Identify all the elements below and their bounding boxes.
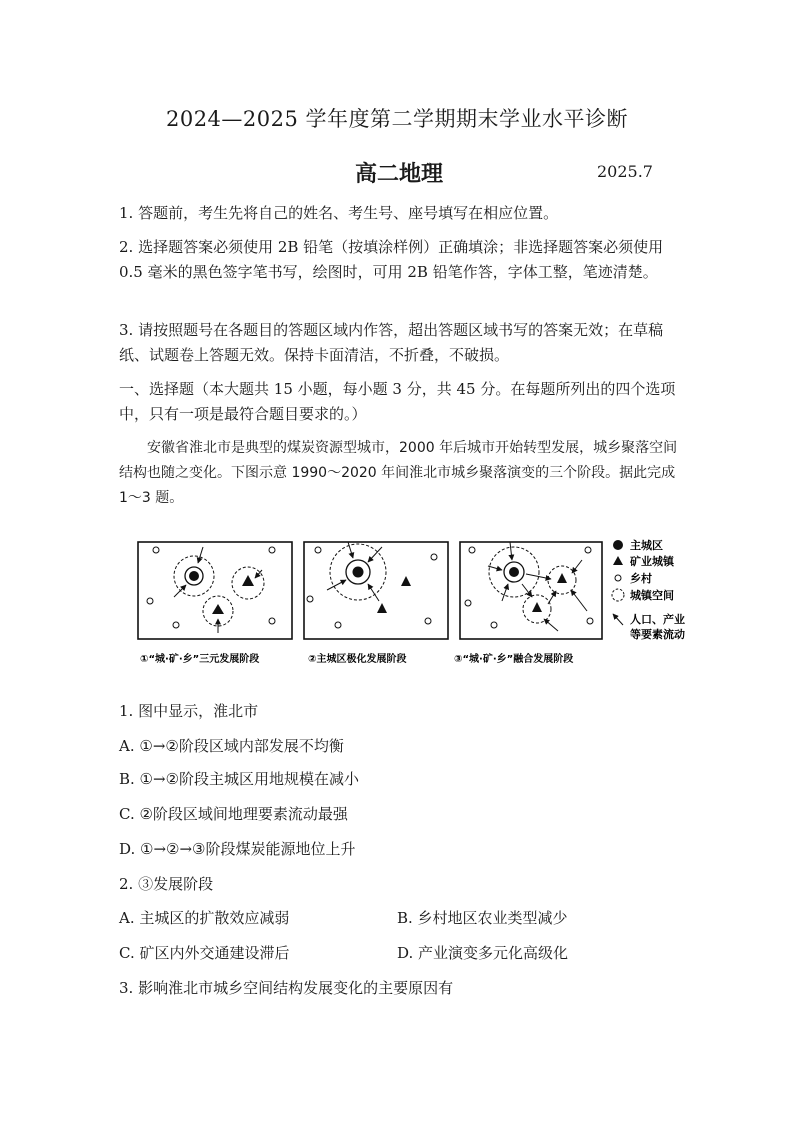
passage-intro: 安徽省淮北市是典型的煤炭资源型城市，2000 年后城市开始转型发展，城乡聚落空间结构也随之变化。下图示意 1990～2020 年间淮北市城乡聚落演变的三个阶段。据此完成 1～3 题。 xyxy=(119,440,678,506)
legend-mining-town-symbol xyxy=(613,556,623,565)
legend-flow-line2: 等要素流动 xyxy=(630,628,685,641)
q1-option-b[interactable]: B. ①→②阶段主城区用地规模在减小 xyxy=(119,770,360,788)
q2-option-c[interactable]: C. 矿区内外交通建设滞后 xyxy=(119,944,290,962)
panel-stage-1 xyxy=(138,542,292,639)
caption-stage-1: ①“城·矿·乡”三元发展阶段 xyxy=(140,654,260,665)
question-1-stem: 1. 图中显示，淮北市 xyxy=(119,702,259,720)
q1-option-d[interactable]: D. ①→②→③阶段煤炭能源地位上升 xyxy=(119,840,356,858)
legend-main-city-symbol xyxy=(613,540,623,550)
instruction-1: 1. 答题前，考生先将自己的姓名、考生号、座号填写在相应位置。 xyxy=(119,204,559,222)
legend-main-city: 主城区 xyxy=(630,539,663,552)
caption-stage-2: ②主城区极化发展阶段 xyxy=(308,654,407,665)
subject-title: 高二地理 xyxy=(355,161,444,187)
settlement-evolution-figure xyxy=(132,533,694,668)
legend-village-symbol xyxy=(615,575,621,581)
exam-date: 2025.7 xyxy=(597,162,653,181)
legend-mining-town: 矿业城镇 xyxy=(630,555,674,568)
question-3-stem: 3. 影响淮北市城乡空间结构发展变化的主要原因有 xyxy=(119,979,454,997)
figure-legend xyxy=(612,538,685,641)
legend-village: 乡村 xyxy=(630,572,652,585)
main-city-marker xyxy=(189,571,199,581)
panel-stage-3 xyxy=(460,542,602,639)
mining-town-marker xyxy=(242,575,254,586)
section-heading: 一、选择题（本大题共 15 小题，每小题 3 分，共 45 分。在每题所列出的四个选项中，只有一项是最符合题目要求的。） xyxy=(119,380,676,423)
exam-title: 2024—2025 学年度第二学期期末学业水平诊断 xyxy=(165,107,629,131)
question-2-stem: 2. ③发展阶段 xyxy=(119,875,214,893)
legend-flow-line1: 人口、产业 xyxy=(630,613,685,626)
legend-town-space: 城镇空间 xyxy=(630,589,674,602)
q2-option-d[interactable]: D. 产业演变多元化高级化 xyxy=(397,944,569,962)
panel-stage-2 xyxy=(304,542,448,639)
instruction-2: 2. 选择题答案必须使用 2B 铅笔（按填涂样例）正确填涂；非选择题答案必须使用 0.5 毫米的黑色签字笔书写，绘图时，可用 2B 铅笔作答，字体工整，笔迹清楚。 xyxy=(119,238,664,281)
instruction-3: 3. 请按照题号在各题目的答题区域内作答，超出答题区域书写的答案无效；在草稿纸、试题卷上答题无效。保持卡面清洁，不折叠，不破损。 xyxy=(119,321,664,364)
q2-option-b[interactable]: B. 乡村地区农业类型减少 xyxy=(397,909,568,927)
q2-option-a[interactable]: A. 主城区的扩散效应减弱 xyxy=(119,909,290,927)
legend-flow-arrow-symbol xyxy=(613,614,623,625)
caption-stage-3: ③“城·矿·乡”融合发展阶段 xyxy=(454,654,574,665)
legend-town-space-symbol xyxy=(612,589,624,601)
q1-option-c[interactable]: C. ②阶段区域间地理要素流动最强 xyxy=(119,805,348,823)
q1-option-a[interactable]: A. ①→②阶段区域内部发展不均衡 xyxy=(119,737,344,755)
